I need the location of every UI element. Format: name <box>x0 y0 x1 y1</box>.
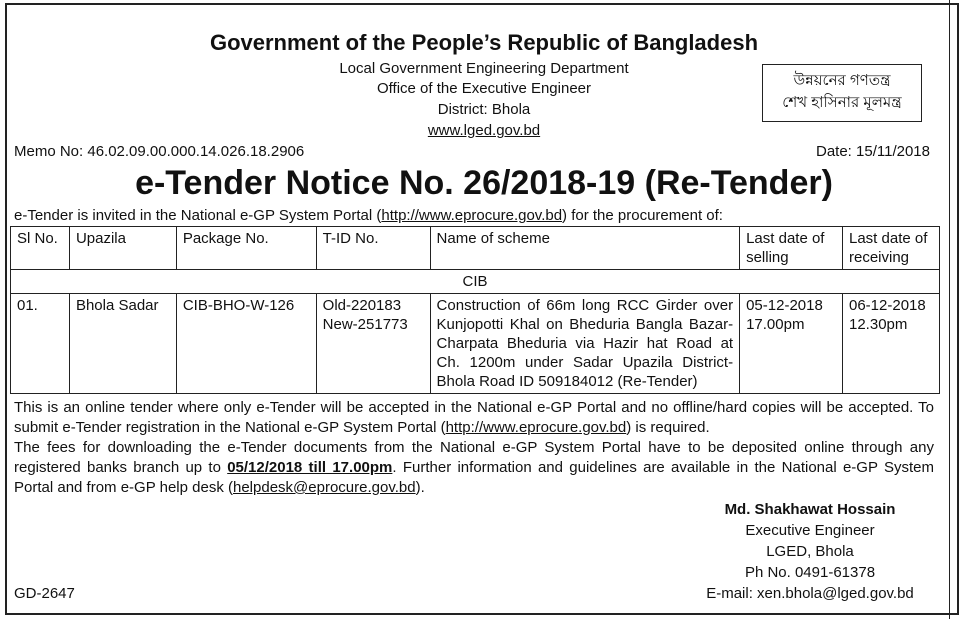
table-header-row <box>11 227 940 270</box>
header-selling: Last date of selling <box>740 227 843 270</box>
district-line: District: Bhola <box>437 101 531 118</box>
group-label: CIB <box>11 270 940 294</box>
signatory-office: LGED, Bhola <box>766 543 854 560</box>
p2-after: ). <box>415 479 425 496</box>
motto-line-1: উন্নয়নের গণতন্ত্র <box>793 72 891 89</box>
online-tender-paragraph <box>14 398 934 438</box>
cell-sl: 01. <box>11 294 70 394</box>
p1-after: ) is required. <box>626 419 710 436</box>
cell-tid <box>316 294 430 394</box>
header-receiving: Last date of receiving <box>843 227 940 270</box>
deadline-text: 05/12/2018 till 17.00pm <box>227 459 393 476</box>
motto-line-2: শেখ হাসিনার মূলমন্ত্র <box>782 94 902 111</box>
helpdesk-email-link[interactable]: helpdesk@eprocure.gov.bd <box>233 479 416 496</box>
tid-new: New-251773 <box>322 316 408 333</box>
notice-date: Date: 15/11/2018 <box>816 143 930 160</box>
memo-number: Memo No: 46.02.09.00.000.14.026.18.2906 <box>14 143 305 160</box>
tid-old: Old-220183 <box>322 297 402 314</box>
table-row <box>11 294 940 394</box>
intro-after: ) for the procurement of: <box>562 207 723 224</box>
department-line: Local Government Engineering Department <box>339 60 629 77</box>
intro-before: e-Tender is invited in the National e-GP System Portal ( <box>14 207 382 224</box>
website-link[interactable]: www.lged.gov.bd <box>427 122 541 139</box>
cell-upazila: Bhola Sadar <box>69 294 176 394</box>
signatory-phone: Ph No. 0491-61378 <box>744 564 876 581</box>
selling-date: 05-12-2018 <box>746 297 823 314</box>
gd-number: GD-2647 <box>14 585 75 602</box>
fees-paragraph <box>14 438 934 498</box>
motto-box <box>762 64 922 122</box>
cell-selling <box>740 294 843 394</box>
p1-before: This is an online tender where only e-Tender will be accepted in the National e-GP Portal and no offline/hard copies will be accepted. To submit e-Tender registration in the National e-GP System Portal ( <box>14 399 934 436</box>
signatory-designation: Executive Engineer <box>745 522 875 539</box>
p2-mid: . Further information and guidelines are available in the National e-GP System Portal and from e-GP help desk ( <box>14 459 934 496</box>
office-line: Office of the Executive Engineer <box>376 80 591 97</box>
notice-title: e-Tender Notice No. 26/2018-19 (Re-Tender) <box>135 164 833 202</box>
cell-package: CIB-BHO-W-126 <box>176 294 316 394</box>
government-heading: Government of the People’s Republic of Bangladesh <box>209 30 759 55</box>
group-row <box>11 270 940 294</box>
footer-text <box>14 398 934 498</box>
cell-receiving <box>843 294 940 394</box>
p2-before: The fees for downloading the e-Tender documents from the National e-GP System Portal have to be deposited online through any registered banks branch up to <box>14 439 934 476</box>
intro-text <box>14 207 723 224</box>
signatory-name: Md. Shakhawat Hossain <box>724 501 896 518</box>
header-package: Package No. <box>176 227 316 270</box>
header-scheme: Name of scheme <box>430 227 740 270</box>
signatory-email[interactable]: E-mail: xen.bhola@lged.gov.bd <box>706 585 914 602</box>
header-tid: T-ID No. <box>316 227 430 270</box>
eprocure-link[interactable]: http://www.eprocure.gov.bd <box>381 207 563 224</box>
eprocure-link-2[interactable]: http://www.eprocure.gov.bd <box>445 419 627 436</box>
selling-time: 17.00pm <box>746 316 805 333</box>
header-sl: Sl No. <box>11 227 70 270</box>
receiving-date: 06-12-2018 <box>849 297 926 314</box>
tender-table <box>10 226 940 394</box>
header-upazila: Upazila <box>69 227 176 270</box>
cell-scheme: Construction of 66m long RCC Girder over Kunjopotti Khal on Bheduria Bangla Bazar-Charpata Bheduria via Hazir hat Road at Ch. 1200m under Sadar Upazila District-Bhola Road ID 509184012 (Re-Tender) <box>430 294 740 394</box>
receiving-time: 12.30pm <box>849 316 908 333</box>
